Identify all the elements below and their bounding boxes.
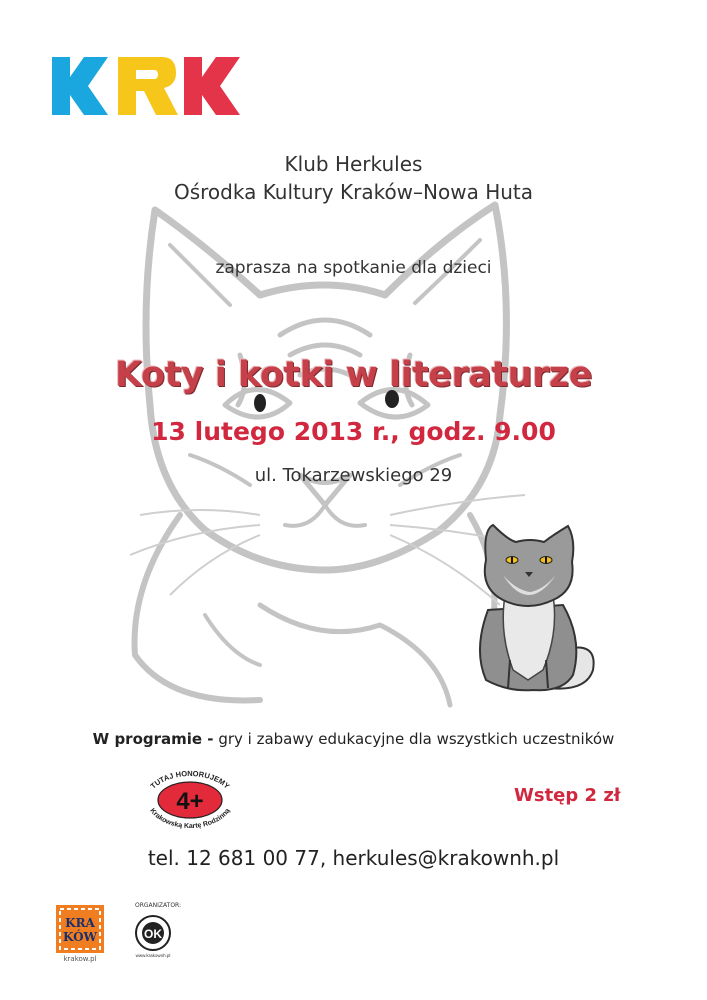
family-card-badge: [140, 768, 240, 832]
krakow-url: krakow.pl: [63, 955, 97, 963]
contact-info: tel. 12 681 00 77, herkules@krakownh.pl: [147, 846, 560, 870]
event-title: Koty i kotki w literaturze: [115, 355, 592, 395]
organizer-label: ORGANIZATOR:: [135, 902, 182, 909]
organizer-line-2: Ośrodka Kultury Kraków–Nowa Huta: [173, 180, 534, 204]
program-text: gry i zabawy edukacyjne dla wszystkich uczestników: [218, 730, 615, 748]
invite-text: zaprasza na spotkanie dla dzieci: [215, 258, 492, 278]
organizer-line-1: Klub Herkules: [284, 152, 423, 176]
fluffy-cat-illustration: [468, 520, 598, 695]
krk-logo: [52, 57, 240, 115]
krakow-logo-line-2: KÓW: [62, 930, 98, 944]
krakow-logo: [56, 905, 104, 953]
event-address: ul. Tokarzewskiego 29: [254, 465, 453, 486]
badge-bottom-text: Krakowską Kartę Rodzinną: [148, 807, 232, 831]
event-date-time: 13 lutego 2013 r., godz. 9.00: [151, 417, 556, 446]
organizer-heading: [0, 150, 707, 206]
program-line: [0, 730, 707, 748]
badge-top-text: TUTAJ HONORUJEMY: [148, 768, 232, 791]
program-label: W programie -: [92, 730, 214, 748]
ok-logo: [133, 911, 191, 959]
krakow-logo-line-1: KRA: [65, 916, 95, 930]
badge-value: 4+: [176, 788, 204, 815]
entry-fee: Wstęp 2 zł: [514, 785, 621, 806]
ok-logo-text: OK: [144, 927, 162, 941]
ok-url: www.krakownh.pl: [135, 953, 171, 958]
